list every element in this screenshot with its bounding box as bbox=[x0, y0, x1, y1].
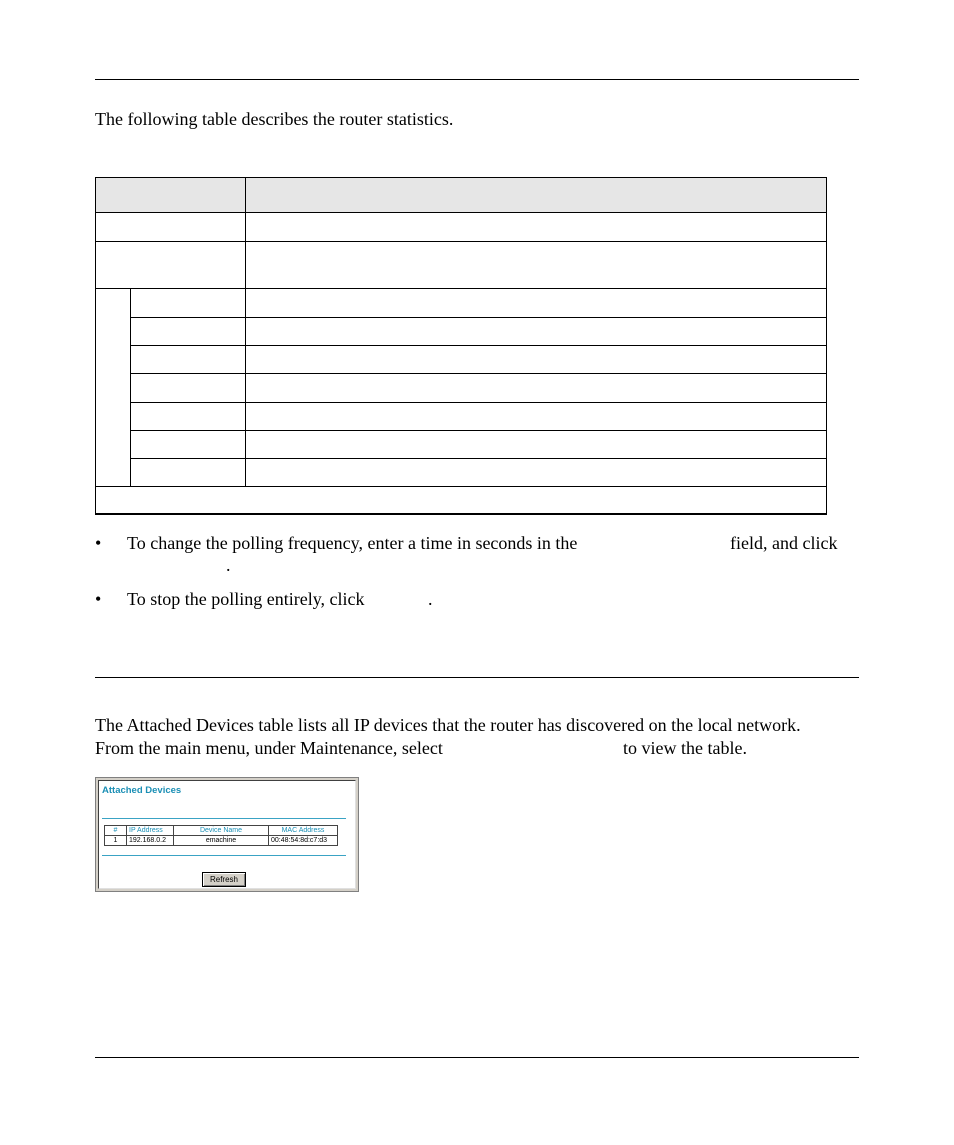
bullet-marker: • bbox=[95, 589, 102, 609]
attached-paragraph-line1: The Attached Devices table lists all IP devices that the router has discovered on the local network. bbox=[95, 715, 801, 735]
table-bottom-divider bbox=[102, 855, 346, 856]
bullet-2-end: . bbox=[428, 589, 433, 609]
table-subcolumn-divider bbox=[130, 289, 131, 486]
attached-devices-title: Attached Devices bbox=[102, 785, 182, 796]
col-number-header: # bbox=[105, 826, 127, 836]
statistics-table bbox=[95, 177, 827, 515]
header-rule bbox=[95, 79, 859, 80]
table-row-divider bbox=[130, 317, 826, 318]
intro-paragraph: The following table describes the router statistics. bbox=[95, 109, 454, 129]
table-row-divider bbox=[130, 373, 826, 374]
attached-paragraph-line2-tail: to view the table. bbox=[623, 738, 747, 758]
table-row-divider bbox=[130, 402, 826, 403]
table-row-divider bbox=[130, 345, 826, 346]
refresh-button[interactable]: Refresh bbox=[202, 872, 246, 887]
table-row-divider bbox=[96, 288, 826, 289]
bullet-1-lead: To change the polling frequency, enter a time in seconds in the bbox=[127, 533, 578, 553]
bullet-1-end: . bbox=[226, 555, 231, 575]
section-rule bbox=[95, 677, 859, 678]
col-mac-header: MAC Address bbox=[269, 826, 338, 836]
table-row-divider bbox=[130, 458, 826, 459]
row-device-name: emachine bbox=[174, 836, 269, 846]
row-ip: 192.168.0.2 bbox=[127, 836, 174, 846]
statistics-table-header bbox=[96, 178, 826, 212]
row-number: 1 bbox=[105, 836, 127, 846]
bullet-marker: • bbox=[95, 533, 102, 553]
attached-devices-screenshot bbox=[95, 777, 359, 892]
table-row-divider bbox=[96, 212, 826, 213]
attached-devices-table bbox=[104, 825, 338, 846]
table-row-divider bbox=[130, 430, 826, 431]
bullet-2-lead: To stop the polling entirely, click bbox=[127, 589, 365, 609]
table-header-row bbox=[105, 826, 338, 836]
title-divider bbox=[102, 818, 346, 819]
footer-rule bbox=[95, 1057, 859, 1058]
table-row-divider bbox=[96, 241, 826, 242]
attached-paragraph-line2-lead: From the main menu, under Maintenance, select bbox=[95, 738, 443, 758]
table-column-divider bbox=[245, 178, 246, 486]
table-row bbox=[105, 836, 338, 846]
col-ip-header: IP Address bbox=[127, 826, 174, 836]
table-row-divider bbox=[96, 486, 826, 487]
row-mac: 00:48:54:8d:c7:d3 bbox=[269, 836, 338, 846]
attached-devices-panel bbox=[98, 780, 356, 889]
bullet-1-tail: field, and click bbox=[730, 533, 838, 553]
col-device-name-header: Device Name bbox=[174, 826, 269, 836]
